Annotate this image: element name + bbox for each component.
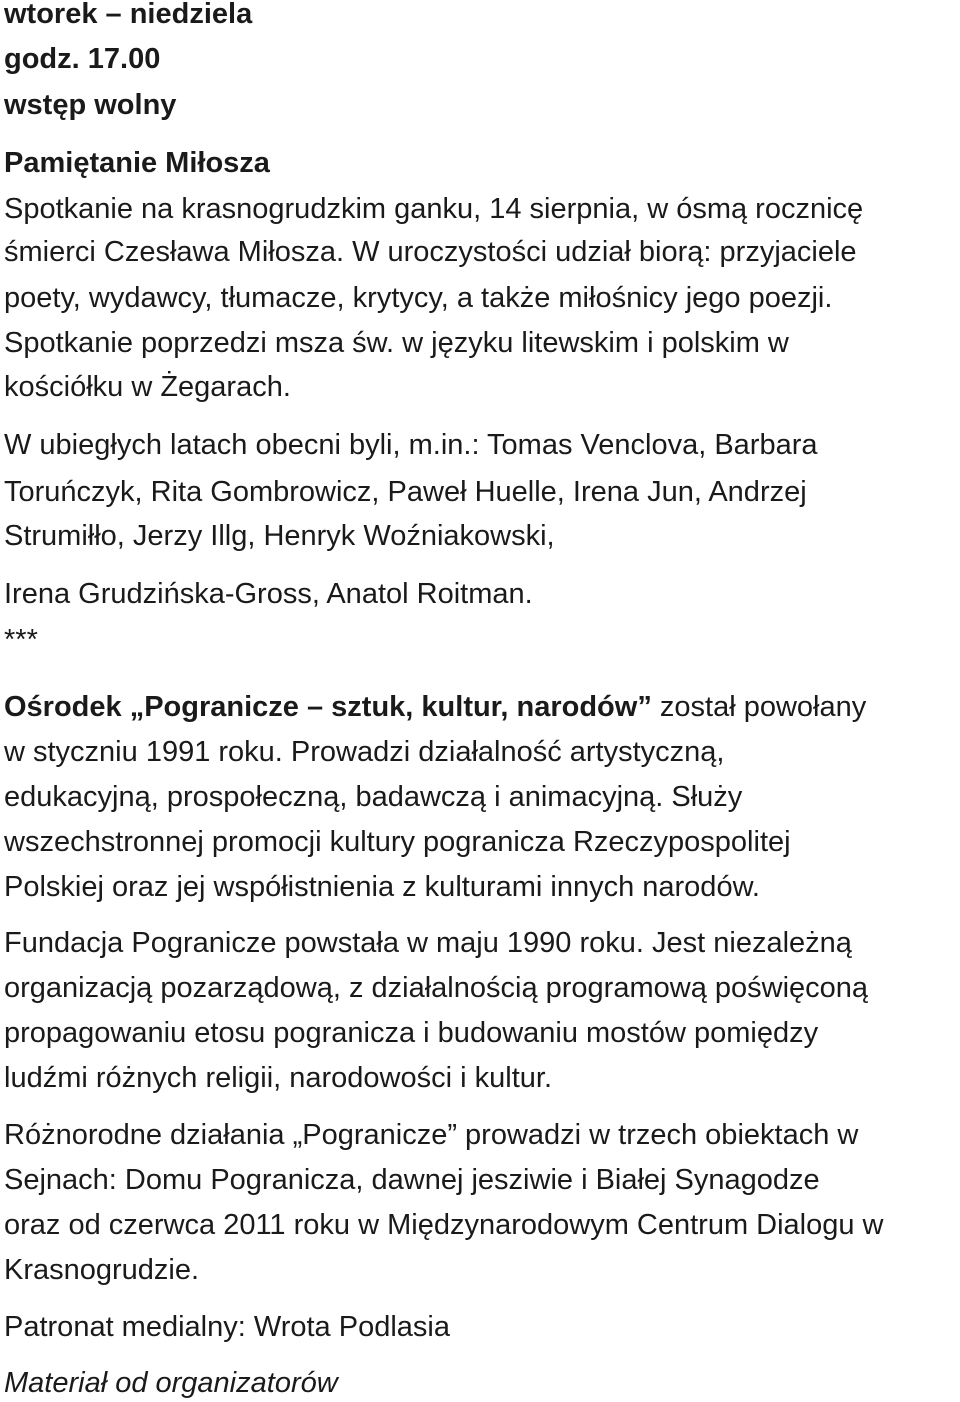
media-patron: Patronat medialny: Wrota Podlasia [4, 1311, 450, 1343]
foundation-line: propagowaniu etosu pogranicza i budowaniu mostów pomiędzy [4, 1017, 819, 1049]
source-note: Materiał od organizatorów [4, 1367, 338, 1399]
about-line: Polskiej oraz jej współistnienia z kulturami innych narodów. [4, 871, 760, 903]
guests-line: Toruńczyk, Rita Gombrowicz, Paweł Huelle, Irena Jun, Andrzej [4, 476, 807, 508]
header-entry: wstęp wolny [4, 89, 177, 121]
foundation-line: Fundacja Pogranicze powstała w maju 1990 roku. Jest niezależną [4, 927, 852, 959]
activities-line: oraz od czerwca 2011 roku w Międzynarodowym Centrum Dialogu w [4, 1209, 884, 1241]
guests-line: Irena Grudzińska-Gross, Anatol Roitman. [4, 578, 533, 610]
activities-line: Różnorodne działania „Pogranicze” prowadzi w trzech obiektach w [4, 1119, 859, 1151]
organization-name: Ośrodek „Pogranicze – sztuk, kultur, narodów” [4, 691, 652, 723]
section-separator: *** [4, 624, 38, 656]
about-line: w styczniu 1991 roku. Prowadzi działalność artystyczną, [4, 736, 725, 768]
event-description-line: śmierci Czesława Miłosza. W uroczystości udział biorą: przyjaciele [4, 236, 857, 268]
guests-line: W ubiegłych latach obecni byli, m.in.: Tomas Venclova, Barbara [4, 429, 818, 461]
about-line: edukacyjną, prospołeczną, badawczą i animacyjną. Służy [4, 781, 743, 813]
about-line-rest: został powołany [651, 691, 867, 723]
guests-line: Strumiłło, Jerzy Illg, Henryk Woźniakowski, [4, 520, 555, 552]
foundation-line: ludźmi różnych religii, narodowości i kultur. [4, 1062, 552, 1094]
header-days: wtorek – niedziela [4, 0, 253, 30]
activities-line: Krasnogrudzie. [4, 1254, 200, 1286]
event-description-line: Spotkanie na krasnogrudzkim ganku, 14 sierpnia, w ósmą rocznicę [4, 193, 864, 225]
activities-line: Sejnach: Domu Pogranicza, dawnej jesziwie i Białej Synagodze [4, 1164, 820, 1196]
event-description-line: Spotkanie poprzedzi msza św. w języku litewskim i polskim w [4, 327, 789, 359]
event-title: Pamiętanie Miłosza [4, 147, 270, 179]
event-description-line: poety, wydawcy, tłumacze, krytycy, a także miłośnicy jego poezji. [4, 282, 833, 314]
about-line-first [4, 689, 866, 725]
foundation-line: organizacją pozarządową, z działalnością programową poświęconą [4, 972, 869, 1004]
about-line: wszechstronnej promocji kultury pogranicza Rzeczypospolitej [4, 826, 791, 858]
event-description-line: kościółku w Żegarach. [4, 371, 291, 403]
header-time: godz. 17.00 [4, 43, 161, 75]
